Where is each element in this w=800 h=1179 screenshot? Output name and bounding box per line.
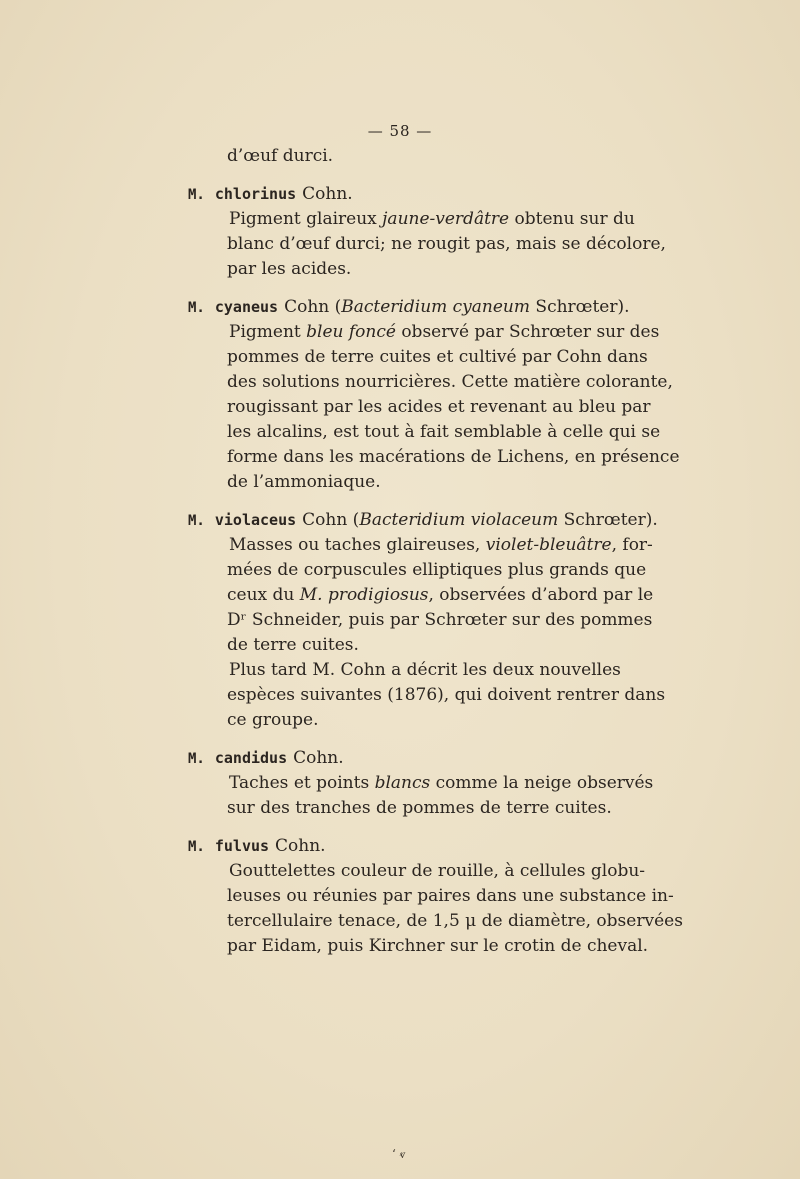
species-heading-cyaneus: M. cyaneus Cohn (Bacteridium cyaneum Schrœter). bbox=[188, 297, 630, 317]
author: Cohn. bbox=[275, 836, 326, 856]
genus-abbr: M. bbox=[188, 187, 205, 203]
text-line: de terre cuites. bbox=[227, 635, 359, 655]
text-line: rougissant par les acides et revenant au bleu par bbox=[227, 397, 651, 417]
genus-abbr: M. bbox=[188, 751, 205, 767]
species-name: violaceus bbox=[214, 511, 297, 529]
text-line: ce groupe. bbox=[227, 710, 319, 730]
species-name: chlorinus bbox=[214, 185, 297, 203]
species-name: cyaneus bbox=[214, 298, 279, 316]
species-heading-chlorinus bbox=[188, 182, 650, 207]
species-heading-violaceus: M. violaceus Cohn (Bacteridium violaceum Schrœter). bbox=[188, 510, 658, 530]
text-line: tercellulaire tenace, de 1,5 μ de diamètre, observées bbox=[227, 911, 683, 931]
text-line: Masses ou taches glaireuses, violet-bleuâtre, for- bbox=[229, 535, 653, 555]
genus-abbr: M. bbox=[188, 513, 205, 529]
text-line: de l’ammoniaque. bbox=[227, 472, 381, 492]
text-line: Plus tard M. Cohn a décrit les deux nouvelles bbox=[229, 660, 621, 680]
text-line: Dʳ Schneider, puis par Schrœter sur des pommes bbox=[227, 610, 653, 630]
text-line: forme dans les macérations de Lichens, en présence bbox=[227, 447, 680, 467]
text-line: des solutions nourricières. Cette matière colorante, bbox=[227, 372, 673, 392]
text-line: mées de corpuscules elliptiques plus grands que bbox=[227, 560, 647, 580]
text-line: Pigment glaireux jaune-verdâtre obtenu sur du bbox=[229, 209, 635, 229]
text-line: ceux du M. prodigiosus, observées d’abord par le bbox=[227, 585, 654, 605]
text-line: sur des tranches de pommes de terre cuites. bbox=[227, 798, 612, 818]
text-line: espèces suivantes (1876), qui doivent rentrer dans bbox=[227, 685, 666, 705]
signature-mark: ‘ ⱴ bbox=[392, 1147, 406, 1161]
author: Cohn. bbox=[302, 184, 353, 204]
text-line: Taches et points blancs comme la neige observés bbox=[229, 773, 654, 793]
species-heading-candidus bbox=[188, 746, 650, 771]
species-name: candidus bbox=[214, 749, 288, 767]
species-name: fulvus bbox=[214, 837, 270, 855]
genus-abbr: M. bbox=[188, 300, 205, 316]
species-heading-fulvus bbox=[188, 834, 650, 859]
text-line: par Eidam, puis Kirchner sur le crotin de cheval. bbox=[227, 936, 649, 956]
text-line: les alcalins, est tout à fait semblable à celle qui se bbox=[227, 422, 661, 442]
text-line: Pigment bleu foncé observé par Schrœter sur des bbox=[229, 322, 660, 342]
genus-abbr: M. bbox=[188, 839, 205, 855]
author: Cohn. bbox=[293, 748, 344, 768]
text-line: blanc d’œuf durci; ne rougit pas, mais se décolore, bbox=[227, 234, 666, 254]
text-line: leuses ou réunies par paires dans une substance in- bbox=[227, 886, 674, 906]
text-line: par les acides. bbox=[227, 259, 352, 279]
intro-line: d’œuf durci. bbox=[227, 146, 334, 166]
text-body bbox=[188, 144, 683, 959]
text-line: pommes de terre cuites et cultivé par Cohn dans bbox=[227, 347, 648, 367]
text-line: Gouttelettes couleur de rouille, à cellules globu- bbox=[229, 861, 646, 881]
page-number: — 58 — bbox=[367, 122, 433, 140]
